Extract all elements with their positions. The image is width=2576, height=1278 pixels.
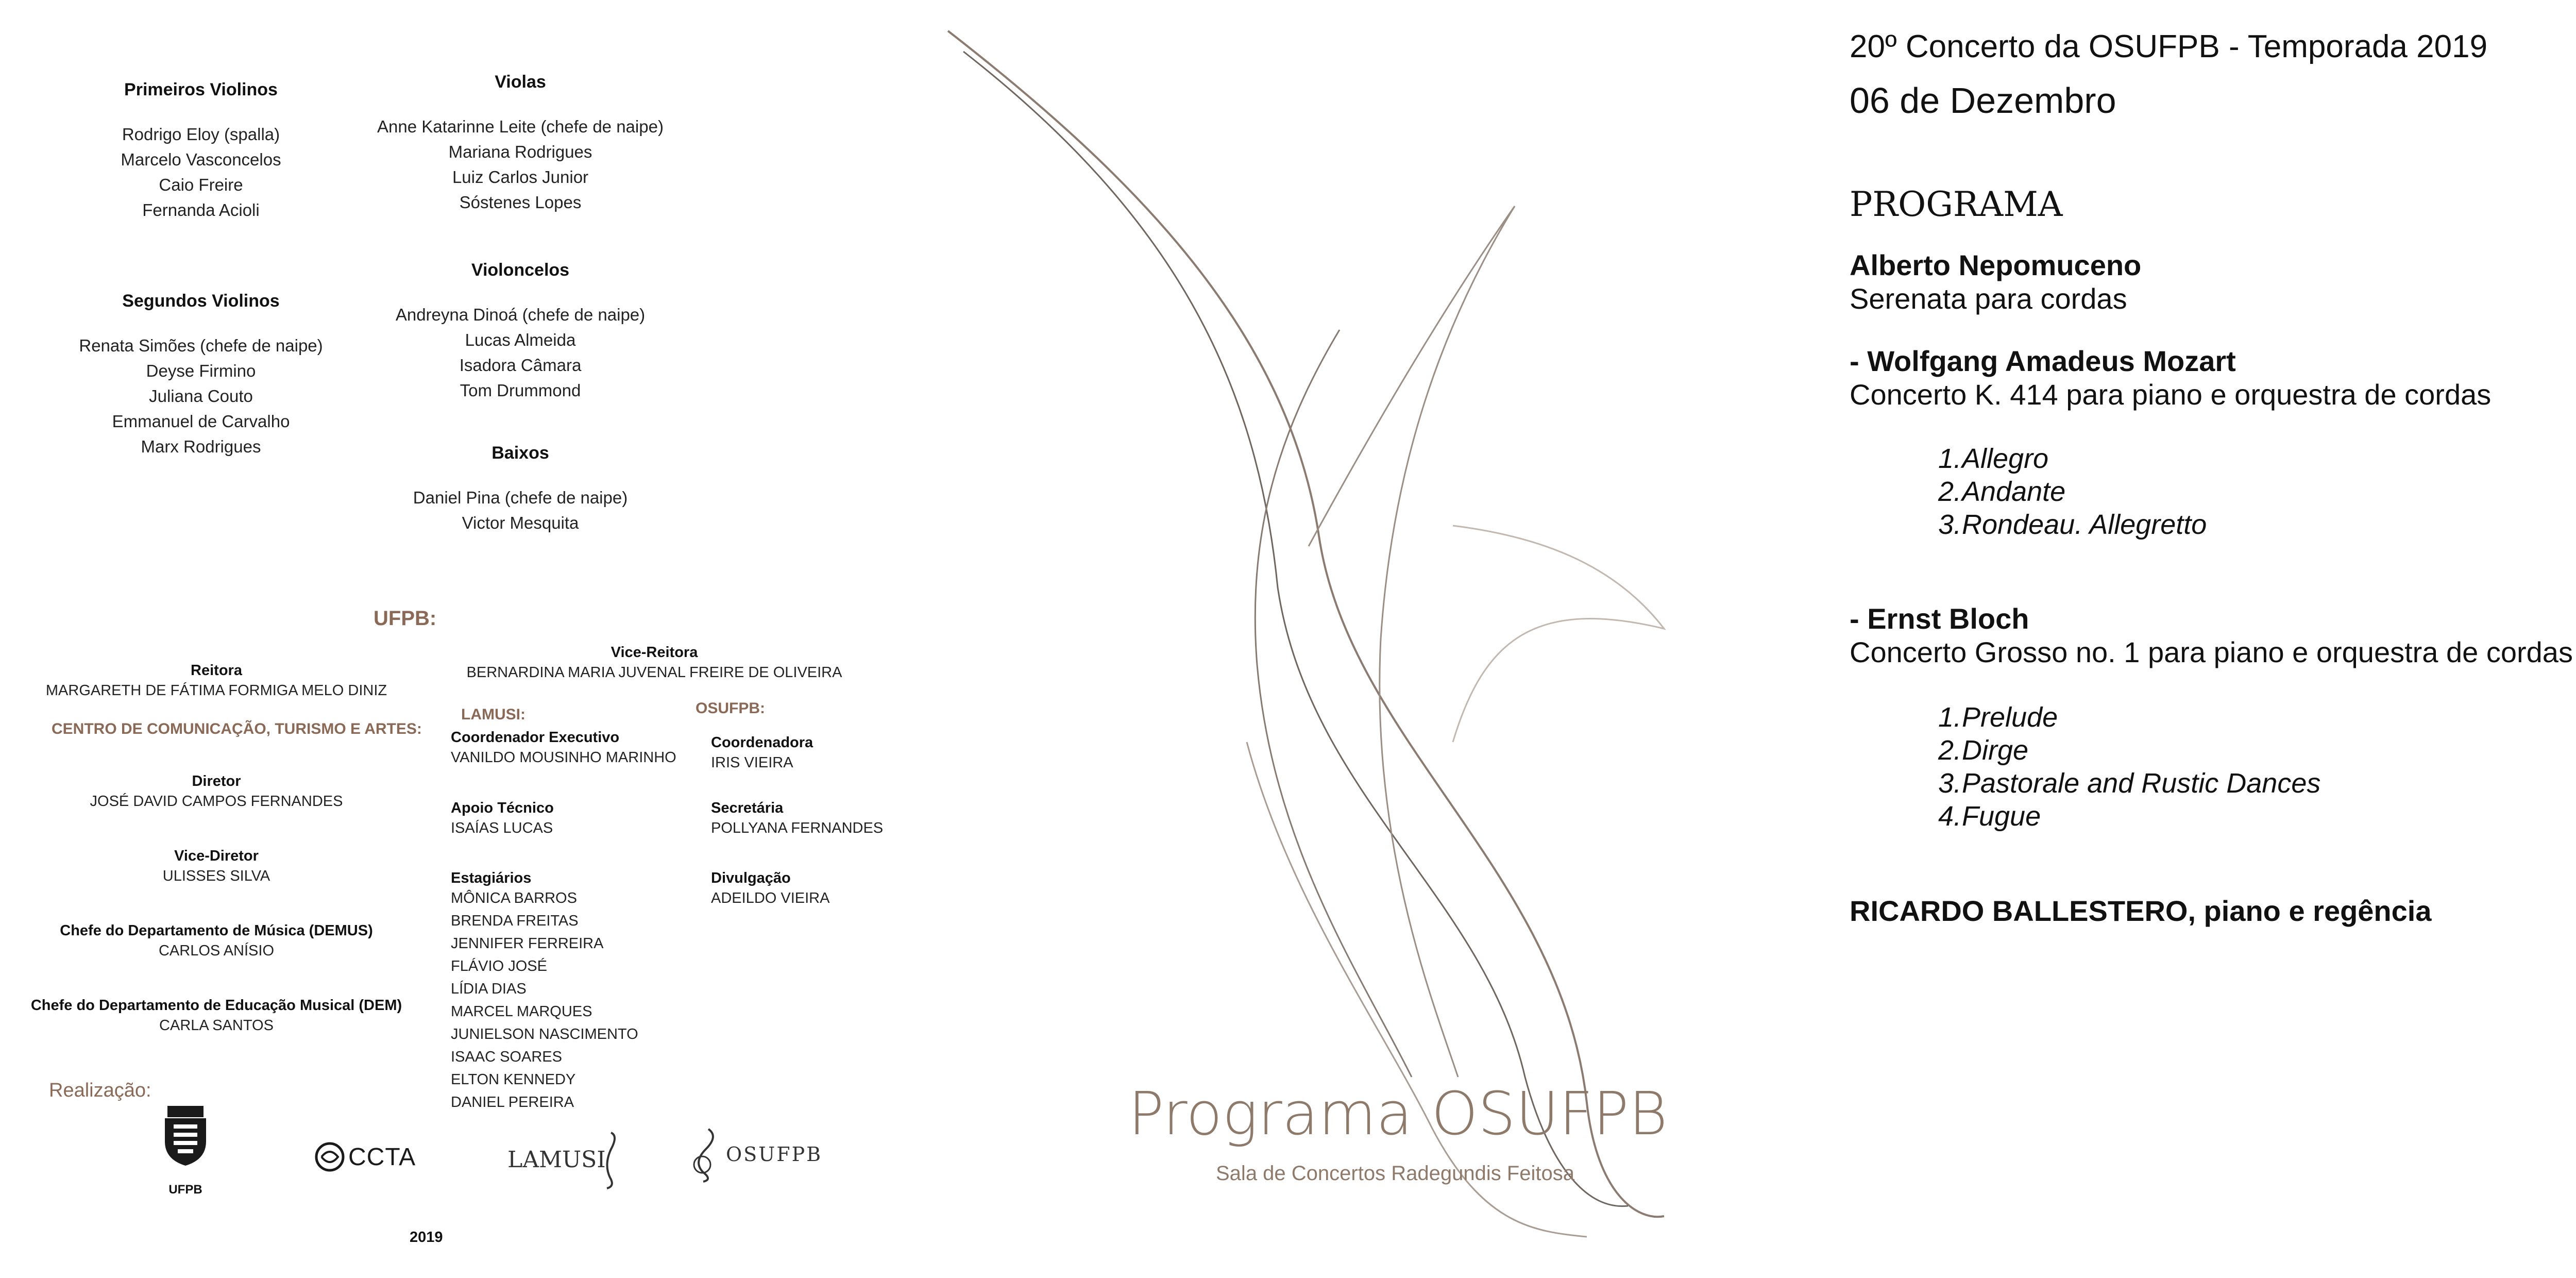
estagiarios-block: [451, 870, 638, 1114]
first-violins-section: [72, 80, 330, 223]
role-name: ULISSES SILVA: [162, 868, 270, 884]
movement: 2.Andante: [1938, 476, 2066, 507]
reitora-block: [15, 662, 417, 702]
logo-caption: OSUFPB: [726, 1143, 823, 1166]
role-title: Coordenadora: [711, 734, 814, 751]
role-name: MARGARETH DE FÁTIMA FORMIGA MELO DINIZ: [45, 682, 387, 699]
coordenadora-block: [711, 734, 813, 774]
musician: Marcelo Vasconcelos: [121, 150, 281, 169]
movement: 3.Pastorale and Rustic Dances: [1938, 768, 2321, 799]
intern-name: ELTON KENNEDY: [451, 1071, 576, 1088]
ccta-swirl-icon: [314, 1141, 345, 1172]
work-title: Concerto Grosso no. 1 para piano e orquestra de cordas: [1850, 636, 2573, 668]
role-name: JOSÉ DAVID CAMPOS FERNANDES: [90, 793, 343, 810]
divulgacao-block: [711, 870, 829, 910]
piece-2: [1850, 344, 2491, 411]
lamusi-logo: [507, 1129, 620, 1190]
intern-name: BRENDA FREITAS: [451, 913, 579, 929]
role-name: BERNARDINA MARIA JUVENAL FREIRE DE OLIVEIRA: [466, 664, 842, 681]
piece-3: [1850, 602, 2573, 669]
work-title: Concerto K. 414 para piano e orquestra de cordas: [1850, 378, 2492, 411]
piece-1: [1850, 248, 2141, 315]
role-name: POLLYANA FERNANDES: [711, 820, 884, 836]
section-title: Primeiros Violinos: [124, 80, 278, 99]
intern-name: JENNIFER FERREIRA: [451, 935, 604, 952]
role-name: IRIS VIEIRA: [711, 754, 793, 771]
basses-section: [371, 443, 670, 535]
cover-decorative-curves: [917, 21, 1793, 1247]
role-name: ISAÍAS LUCAS: [451, 820, 553, 836]
role-name: CARLA SANTOS: [159, 1017, 274, 1034]
second-violins-section: [46, 291, 355, 459]
ufpb-logo: [155, 1103, 216, 1197]
intern-name: MARCEL MARQUES: [451, 1003, 592, 1020]
dem-block: [10, 997, 422, 1037]
lamusi-heading: LAMUSI:: [461, 706, 526, 723]
musician: Lucas Almeida: [465, 330, 576, 349]
composer: Alberto Nepomuceno: [1850, 249, 2142, 281]
musician: Rodrigo Eloy (spalla): [122, 125, 280, 144]
musician: Tom Drummond: [460, 381, 581, 400]
intern-name: JUNIELSON NASCIMENTO: [451, 1026, 638, 1042]
movement-list: [1938, 442, 2207, 541]
movement: 1.Allegro: [1938, 443, 2049, 474]
movement: 2.Dirge: [1938, 735, 2029, 766]
movement: 1.Prelude: [1938, 702, 2058, 733]
cellos-section: [361, 260, 680, 403]
section-title: Violoncelos: [471, 260, 570, 280]
logo-caption: CCTA: [348, 1143, 416, 1171]
musician: Marx Rodrigues: [141, 437, 261, 456]
musician: Fernanda Acioli: [142, 200, 260, 220]
year-label: 2019: [410, 1229, 443, 1246]
musician: Caio Freire: [159, 175, 243, 194]
coord-exec-block: [451, 729, 676, 769]
ufpb-crest-icon: [157, 1103, 214, 1180]
role-title: Secretária: [711, 800, 784, 816]
ufpb-heading: UFPB:: [374, 607, 437, 630]
cover-subtitle: Sala de Concertos Radegundis Feitosa: [1216, 1162, 1574, 1185]
violas-section: [350, 72, 690, 215]
musician: Deyse Firmino: [146, 361, 256, 380]
role-title: Estagiários: [451, 870, 532, 886]
clef-icon: [600, 1129, 620, 1190]
movement: 4.Fugue: [1938, 801, 2041, 832]
role-title: Divulgação: [711, 870, 791, 886]
role-title: Diretor: [192, 773, 241, 789]
role-title: Chefe do Departamento de Música (DEMUS): [60, 922, 373, 939]
musician: Sóstenes Lopes: [459, 193, 582, 212]
musician: Daniel Pina (chefe de naipe): [413, 488, 628, 507]
composer: - Wolfgang Amadeus Mozart: [1850, 345, 2236, 377]
concert-date: 06 de Dezembro: [1850, 80, 2116, 121]
cctta-heading: CENTRO DE COMUNICAÇÃO, TURISMO E ARTES:: [52, 720, 422, 737]
demus-block: [15, 922, 417, 962]
musician: Anne Katarinne Leite (chefe de naipe): [377, 117, 664, 136]
role-title: Reitora: [191, 662, 242, 679]
intern-name: LÍDIA DIAS: [451, 981, 527, 997]
movement: 3.Rondeau. Allegretto: [1938, 509, 2207, 540]
musician: Renata Simões (chefe de naipe): [79, 336, 323, 355]
musician: Victor Mesquita: [462, 513, 579, 532]
role-name: CARLOS ANÍSIO: [158, 943, 274, 959]
osufpb-clef-icon: [688, 1126, 724, 1183]
musician: Mariana Rodrigues: [448, 142, 592, 161]
role-title: Coordenador Executivo: [451, 729, 620, 746]
intern-name: ISAAC SOARES: [451, 1049, 562, 1065]
musician: Isadora Câmara: [459, 356, 582, 375]
musician: Andreyna Dinoá (chefe de naipe): [395, 305, 646, 324]
cover-title: Programa OSUFPB: [1128, 1080, 1668, 1149]
section-title: Baixos: [492, 443, 549, 463]
realizacao-label: Realização:: [49, 1080, 151, 1101]
logo-caption: UFPB: [168, 1183, 202, 1197]
secretaria-block: [711, 800, 883, 839]
apoio-block: [451, 800, 554, 839]
role-title: Vice-Diretor: [174, 848, 259, 864]
intern-name: DANIEL PEREIRA: [451, 1094, 574, 1111]
section-title: Violas: [495, 72, 546, 92]
vice-reitora-block: [443, 644, 866, 684]
program-heading: PROGRAMA: [1850, 184, 2063, 224]
concert-title: 20º Concerto da OSUFPB - Temporada 2019: [1850, 29, 2488, 64]
musician: Emmanuel de Carvalho: [112, 412, 290, 431]
ccta-logo: [314, 1141, 416, 1172]
role-title: Chefe do Departamento de Educação Musical (DEM): [30, 997, 402, 1014]
composer: - Ernst Bloch: [1850, 602, 2029, 635]
diretor-block: [15, 773, 417, 813]
osufpb-heading: OSUFPB:: [696, 700, 765, 717]
role-name: VANILDO MOUSINHO MARINHO: [451, 749, 676, 766]
musician: Juliana Couto: [149, 386, 253, 406]
work-title: Serenata para cordas: [1850, 282, 2127, 315]
intern-name: MÔNICA BARROS: [451, 890, 577, 906]
movement-list: [1938, 701, 2320, 833]
performer: RICARDO BALLESTERO, piano e regência: [1850, 895, 2432, 927]
vice-diretor-block: [15, 848, 417, 887]
role-name: ADEILDO VIEIRA: [711, 890, 830, 906]
intern-name: FLÁVIO JOSÉ: [451, 958, 547, 974]
role-title: Vice-Reitora: [611, 644, 698, 661]
musician: Luiz Carlos Junior: [452, 167, 589, 187]
section-title: Segundos Violinos: [122, 291, 280, 311]
role-title: Apoio Técnico: [451, 800, 554, 816]
logo-caption: LAMUSI: [507, 1146, 606, 1173]
osufpb-logo: [688, 1126, 822, 1183]
